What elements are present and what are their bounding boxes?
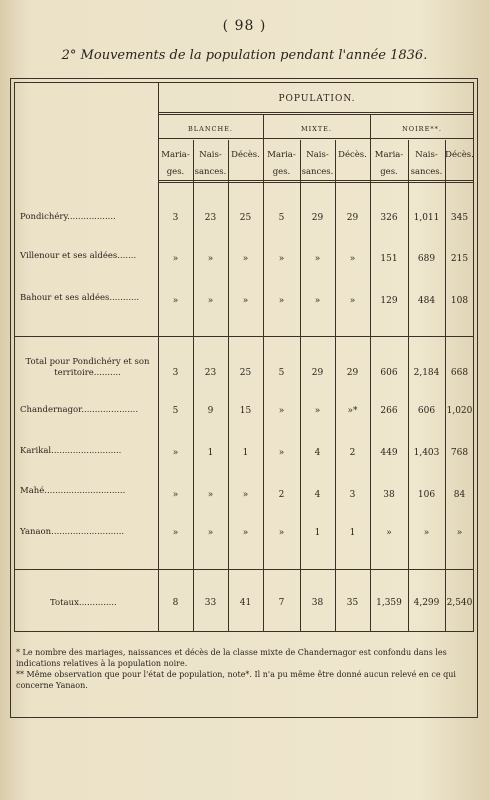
column-header: Maria-ges.: [374, 150, 404, 177]
row-label-mahe: Mahé..............................: [20, 486, 126, 496]
table-cell: 84: [453, 490, 466, 500]
table-cell: 2,540: [446, 598, 473, 608]
table-cell: »: [207, 528, 214, 538]
table-cell: 689: [417, 254, 436, 264]
table-cell: 606: [380, 368, 398, 378]
table-cell: 29: [346, 213, 359, 223]
column-header: Décès.: [445, 150, 474, 160]
table-cell: »: [423, 528, 430, 538]
table-cell: 38: [383, 490, 395, 500]
table-cell: 449: [380, 448, 398, 458]
table-cell: 41: [239, 598, 252, 608]
column-header: Maria-ges.: [161, 150, 190, 177]
row-label-pondichery: Pondichéry..................: [20, 212, 116, 222]
table-cell: »: [207, 490, 214, 500]
table-cell: 1: [314, 528, 321, 538]
table-cell: 5: [278, 368, 285, 378]
table-cell: 35: [346, 598, 359, 608]
table-cell: »: [314, 406, 321, 416]
table-cell: 606: [417, 406, 436, 416]
subtotal-divider: [14, 336, 474, 337]
table-cell: »: [278, 254, 285, 264]
group-header-blanche: BLANCHE.: [188, 125, 233, 133]
table-cell: 1,020: [446, 406, 473, 416]
table-cell: 3: [349, 490, 356, 500]
table-cell: »: [314, 254, 321, 264]
table-cell: 1: [349, 528, 356, 538]
table-cell: 5: [172, 406, 179, 416]
table-cell: »: [314, 296, 321, 306]
table-cell: 151: [380, 254, 398, 264]
table-cell: 266: [380, 406, 398, 416]
table-cell: »: [242, 528, 249, 538]
table-cell: 2: [278, 490, 285, 500]
row-label-yanaon: Yanaon...........................: [20, 527, 125, 537]
footnotes: [16, 647, 474, 691]
group-header-mixte: MIXTE.: [301, 125, 332, 133]
totals-divider: [14, 569, 474, 570]
row-label-villenour: Villenour et ses aldées.......: [20, 251, 137, 261]
table-cell: 345: [450, 213, 469, 223]
column-header: Maria-ges.: [267, 150, 296, 177]
table-cell: 768: [450, 448, 469, 458]
column-header: Nais-sances.: [410, 150, 443, 177]
table-cell: »: [278, 296, 285, 306]
population-header: POPULATION.: [278, 94, 356, 104]
footnote-2: ** Même observation que pour l'état de population, note*. Il n'a pu même être donné aucun relevé en ce qui concerne Yanaon.: [16, 670, 456, 690]
table-cell: »: [386, 528, 392, 538]
table-cell: 1,403: [413, 448, 440, 458]
table-cell: »: [278, 448, 285, 458]
table-cell: 23: [204, 213, 217, 223]
table-cell: 4: [314, 490, 321, 500]
table-cell: »: [172, 490, 179, 500]
table-cell: 215: [450, 254, 469, 264]
group-underline: [158, 138, 474, 139]
table-cell: 29: [311, 213, 324, 223]
table-cell: 129: [380, 296, 398, 306]
table-cell: 2,184: [413, 368, 440, 378]
table-cell: »: [456, 528, 463, 538]
table-cell: »*: [347, 406, 358, 416]
group-header-noire: NOIRE**.: [402, 125, 442, 133]
table-cell: 5: [278, 213, 285, 223]
row-label-chandernagor: Chandernagor.....................: [20, 405, 139, 415]
footnote-1: * Le nombre des mariages, naissances et décès de la classe mixte de Chandernagor est confondu dans les indications relatives à la population noire.: [16, 648, 447, 668]
table-cell: 1: [207, 448, 214, 458]
table-cell: 8: [172, 598, 179, 608]
table-cell: 1: [242, 448, 249, 458]
table-cell: 9: [207, 406, 214, 416]
column-header: Nais-sances.: [301, 150, 334, 177]
table-cell: 1,011: [413, 213, 440, 223]
table-cell: 4: [314, 448, 321, 458]
table-cell: »: [349, 296, 356, 306]
table-cell: 3: [172, 213, 179, 223]
table-cell: »: [172, 448, 179, 458]
table-cell: »: [242, 254, 249, 264]
table-cell: »: [207, 254, 214, 264]
table-cell: 25: [239, 368, 252, 378]
table-cell: 4,299: [413, 598, 440, 608]
table-cell: 1,359: [376, 598, 402, 608]
table-cell: 33: [204, 598, 217, 608]
row-label-karikal: Karikal..........................: [20, 446, 122, 456]
table-cell: »: [172, 254, 179, 264]
table-cell: »: [278, 406, 285, 416]
table-cell: »: [172, 528, 179, 538]
table-cell: 108: [450, 296, 469, 306]
table-cell: 29: [311, 368, 324, 378]
table-cell: 668: [450, 368, 469, 378]
table-cell: 23: [204, 368, 217, 378]
row-label-total-pondichery: Total pour Pondichéry et son territoire..........: [25, 357, 150, 378]
table-cell: 326: [380, 213, 398, 223]
column-header: Nais-sances.: [194, 150, 227, 177]
row-label-bahour: Bahour et ses aldées...........: [20, 293, 140, 303]
column-header: Décès.: [231, 150, 260, 160]
table-cell: 106: [417, 490, 436, 500]
table-cell: 484: [417, 296, 436, 306]
column-header: Décès.: [338, 150, 367, 160]
table-cell: 7: [278, 598, 285, 608]
table-cell: 29: [346, 368, 359, 378]
table-cell: 25: [239, 213, 252, 223]
table-cell: »: [172, 296, 179, 306]
row-label-totaux: Totaux..............: [50, 598, 117, 608]
table-cell: »: [242, 490, 249, 500]
page-title: 2° Mouvements de la population pendant l'année 1836.: [61, 48, 428, 63]
table-cell: »: [242, 296, 249, 306]
table-cell: 38: [311, 598, 324, 608]
page-number: ( 98 ): [222, 18, 267, 34]
population-underline: [158, 112, 474, 115]
table-cell: »: [278, 528, 285, 538]
table-cell: »: [207, 296, 214, 306]
table-cell: 2: [349, 448, 356, 458]
table-cell: 15: [239, 406, 252, 416]
table-cell: »: [349, 254, 356, 264]
table-cell: 3: [172, 368, 179, 378]
